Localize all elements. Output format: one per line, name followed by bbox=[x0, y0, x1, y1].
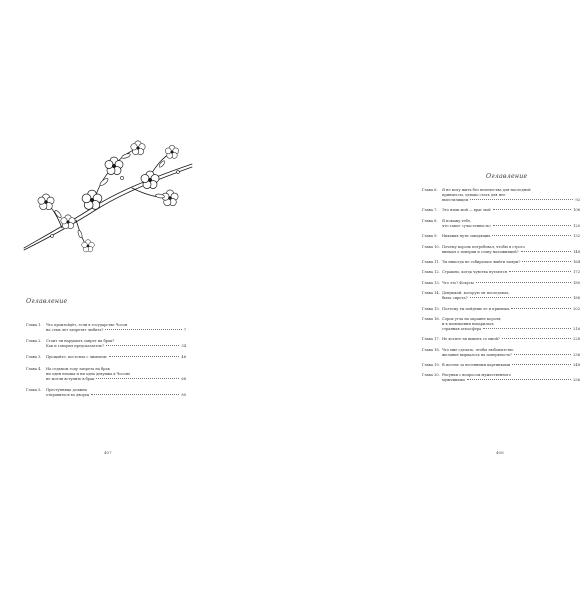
page-number: 408 bbox=[496, 450, 504, 455]
chapter-title-line: принцессы, однако стать для нее bbox=[442, 193, 506, 197]
toc-entry bbox=[422, 337, 580, 342]
toc-entry-last-line bbox=[422, 260, 580, 265]
dot-leader bbox=[493, 209, 572, 210]
chapter-title-line: Что это? Фокусы bbox=[442, 280, 474, 285]
toc-entry bbox=[26, 339, 186, 349]
chapter-title-line: Прощайте, постояла с лимоном bbox=[46, 355, 107, 360]
toc-entry-last-line bbox=[422, 270, 580, 275]
toc-list bbox=[422, 188, 580, 389]
toc-entry-last-line bbox=[422, 296, 580, 301]
toc-entry-last-line bbox=[422, 224, 580, 229]
chapter-label: Глава 7. bbox=[422, 208, 438, 213]
chapter-label: Глава 18. bbox=[422, 347, 440, 352]
toc-entry-last-line bbox=[422, 281, 580, 286]
chapter-label: Глава 11. bbox=[422, 259, 440, 264]
toc-entry bbox=[422, 260, 580, 265]
toc-entry-last-line bbox=[422, 198, 580, 203]
toc-entry-last-line bbox=[26, 393, 186, 398]
dot-leader bbox=[470, 297, 572, 298]
dot-leader bbox=[467, 379, 571, 380]
chapter-page-number: 46 bbox=[181, 355, 186, 360]
chapter-title-line: Я не могу жить без величества для наследной bbox=[442, 188, 531, 192]
chapter-page-number: 92 bbox=[575, 198, 580, 202]
chapter-label: Глава 6. bbox=[422, 188, 438, 192]
toc-entry bbox=[422, 363, 580, 368]
page-number: 407 bbox=[104, 450, 112, 455]
dot-leader bbox=[91, 394, 179, 395]
chapter-title-line: Не хотите ли выпить со мной? bbox=[442, 337, 500, 342]
dot-leader bbox=[492, 235, 571, 236]
toc-entry bbox=[422, 234, 580, 239]
toc-title: Оглавление bbox=[26, 298, 68, 305]
chapter-title-line: мужчинами bbox=[442, 378, 465, 383]
toc-entry-last-line bbox=[422, 250, 580, 255]
dot-leader bbox=[511, 308, 571, 309]
chapter-title-line: Страшно, когда чувства путаются bbox=[442, 270, 508, 275]
chapter-page-number: 216 bbox=[573, 326, 580, 331]
chapter-title-line: Поэтому ты пойдешь ее и примешь bbox=[442, 306, 510, 311]
dot-leader bbox=[522, 261, 571, 262]
chapter-title-line: не могли вступить в брак bbox=[46, 376, 95, 381]
chapter-label: Глава 10. bbox=[422, 244, 440, 249]
dot-leader bbox=[512, 364, 571, 365]
dot-leader bbox=[509, 271, 571, 272]
chapter-title-line: Сорок угла на окраине короля, bbox=[442, 316, 502, 321]
toc-entry bbox=[422, 281, 580, 286]
chapter-title-line: Рисунки с вопросом мужественного bbox=[442, 373, 511, 378]
chapter-label: Глава 16. bbox=[422, 316, 440, 321]
toc-entry-last-line bbox=[422, 363, 580, 368]
chapter-title-line: Я покажу тебе, bbox=[442, 218, 472, 223]
toc-entry bbox=[26, 388, 186, 398]
dot-leader bbox=[483, 328, 571, 329]
cherry-blossom-branch-illustration bbox=[22, 136, 194, 256]
chapter-page-number: 228 bbox=[573, 337, 580, 342]
toc-entry bbox=[422, 373, 580, 383]
chapter-page-number: 68 bbox=[181, 376, 186, 381]
toc-entry bbox=[26, 367, 186, 382]
dot-leader bbox=[493, 225, 571, 226]
chapter-title-line: Что произойдёт, если в государстве Чосон bbox=[46, 323, 128, 327]
dot-leader bbox=[476, 282, 571, 283]
chapter-page-number: 180 bbox=[573, 280, 580, 285]
toc-entry bbox=[422, 245, 580, 255]
toc-entry bbox=[422, 188, 580, 203]
chapter-page-number: 188 bbox=[573, 296, 580, 301]
toc-entry bbox=[422, 317, 580, 332]
right-page bbox=[200, 0, 580, 600]
chapter-title-line: что такое «участливость» bbox=[442, 223, 492, 228]
toc-entry bbox=[422, 291, 580, 301]
chapter-title-line: Преступница должна bbox=[46, 387, 87, 392]
chapter-label: Глава 17. bbox=[422, 337, 440, 342]
chapter-title-line: Ты никогда не собиралась выйти замуж? bbox=[442, 259, 521, 264]
toc-entry-last-line bbox=[422, 307, 580, 312]
toc-entry bbox=[422, 208, 580, 213]
chapter-page-number: 34 bbox=[181, 344, 186, 349]
chapter-label: Глава 3. bbox=[26, 355, 42, 360]
chapter-page-number: 202 bbox=[573, 306, 580, 311]
chapter-page-number: 248 bbox=[573, 363, 580, 368]
chapter-label: Глава 19. bbox=[422, 363, 440, 368]
toc-title: Оглавление bbox=[486, 173, 528, 180]
toc-entry bbox=[422, 219, 580, 229]
chapter-page-number: 106 bbox=[573, 208, 580, 213]
toc-entry-last-line bbox=[422, 353, 580, 358]
toc-entry-last-line bbox=[422, 378, 580, 383]
chapter-title-line: желание вырвалось на поверхность? bbox=[442, 352, 512, 357]
chapter-label: Глава 20. bbox=[422, 373, 440, 378]
chapter-title-line: Это язык мой — враг мой bbox=[442, 208, 491, 213]
left-page bbox=[0, 0, 200, 600]
dot-leader bbox=[105, 329, 181, 330]
toc-entry-last-line bbox=[26, 377, 186, 382]
chapter-page-number: 132 bbox=[573, 234, 580, 239]
chapter-title-line: на семь лет запретят любить? bbox=[46, 328, 104, 332]
toc-entry bbox=[422, 348, 580, 358]
dot-leader bbox=[470, 199, 573, 200]
chapter-page-number: 164 bbox=[573, 259, 580, 264]
chapter-label: Глава 12. bbox=[422, 270, 440, 275]
dot-leader bbox=[106, 345, 179, 346]
toc-entry bbox=[26, 323, 186, 333]
chapter-label: Глава 9. bbox=[422, 234, 438, 239]
toc-entry-last-line bbox=[422, 234, 580, 239]
chapter-title-line: была сирота? bbox=[442, 296, 468, 301]
chapter-title-line: Стоит ли нарушать запрет на брак? bbox=[46, 339, 115, 344]
chapter-title-line: отправиться во дворец bbox=[46, 392, 90, 397]
chapter-label: Глава 1. bbox=[26, 323, 42, 327]
toc-entry-last-line bbox=[422, 337, 580, 342]
toc-list bbox=[26, 323, 186, 404]
chapter-label: Глава 4. bbox=[26, 366, 42, 371]
chapter-title-line: вместилищем bbox=[442, 198, 469, 202]
chapter-page-number: 7 bbox=[183, 328, 186, 332]
chapter-page-number: 236 bbox=[573, 352, 580, 357]
chapter-label: Глава 5. bbox=[26, 387, 42, 392]
toc-entry-last-line bbox=[26, 355, 186, 360]
chapter-page-number: 120 bbox=[573, 223, 580, 228]
toc-entry-last-line bbox=[422, 327, 580, 332]
toc-entry-last-line bbox=[26, 344, 186, 349]
chapter-label: Глава 2. bbox=[26, 339, 42, 344]
chapter-page-number: 256 bbox=[573, 378, 580, 383]
dot-leader bbox=[514, 354, 571, 355]
toc-entry bbox=[26, 355, 186, 360]
chapter-label: Глава 8. bbox=[422, 218, 438, 223]
chapter-label: Глава 14. bbox=[422, 291, 440, 296]
dot-leader bbox=[521, 251, 572, 252]
chapter-title-line: Почему король потребовал, чтобы я строго bbox=[442, 244, 525, 249]
chapter-label: Глава 15. bbox=[422, 306, 440, 311]
chapter-title-line: внимал о поверии и стану наложницей? bbox=[442, 249, 519, 254]
dot-leader bbox=[109, 356, 180, 357]
toc-entry bbox=[422, 270, 580, 275]
chapter-title-line: На седьмом году запрета на брак bbox=[46, 366, 110, 371]
chapter-page-number: 172 bbox=[573, 270, 580, 275]
chapter-title-line: В погоне за весенними картинками bbox=[442, 363, 511, 368]
chapter-label: Глава 13. bbox=[422, 280, 440, 285]
toc-entry-last-line bbox=[26, 328, 186, 333]
toc-entry bbox=[422, 307, 580, 312]
chapter-title-line: ни один юноша и ни одна девушка в Чосоне bbox=[46, 371, 131, 376]
chapter-page-number: 148 bbox=[573, 249, 580, 254]
chapter-page-number: 80 bbox=[181, 392, 186, 397]
chapter-title-line: и в помещении воцарилась bbox=[442, 321, 494, 326]
toc-entry-last-line bbox=[422, 208, 580, 213]
chapter-title-line: Что мне сделать, чтобы любопытство bbox=[442, 347, 514, 352]
chapter-title-line: Девушкой, которую он последовал, bbox=[442, 291, 510, 296]
chapter-title-line: Как и говорил предсказатель? bbox=[46, 344, 105, 349]
dot-leader bbox=[96, 378, 179, 379]
dot-leader bbox=[502, 338, 571, 339]
chapter-title-line: странная атмосфера bbox=[442, 326, 482, 331]
chapter-title-line: Никаких пути заводящих bbox=[442, 234, 491, 239]
